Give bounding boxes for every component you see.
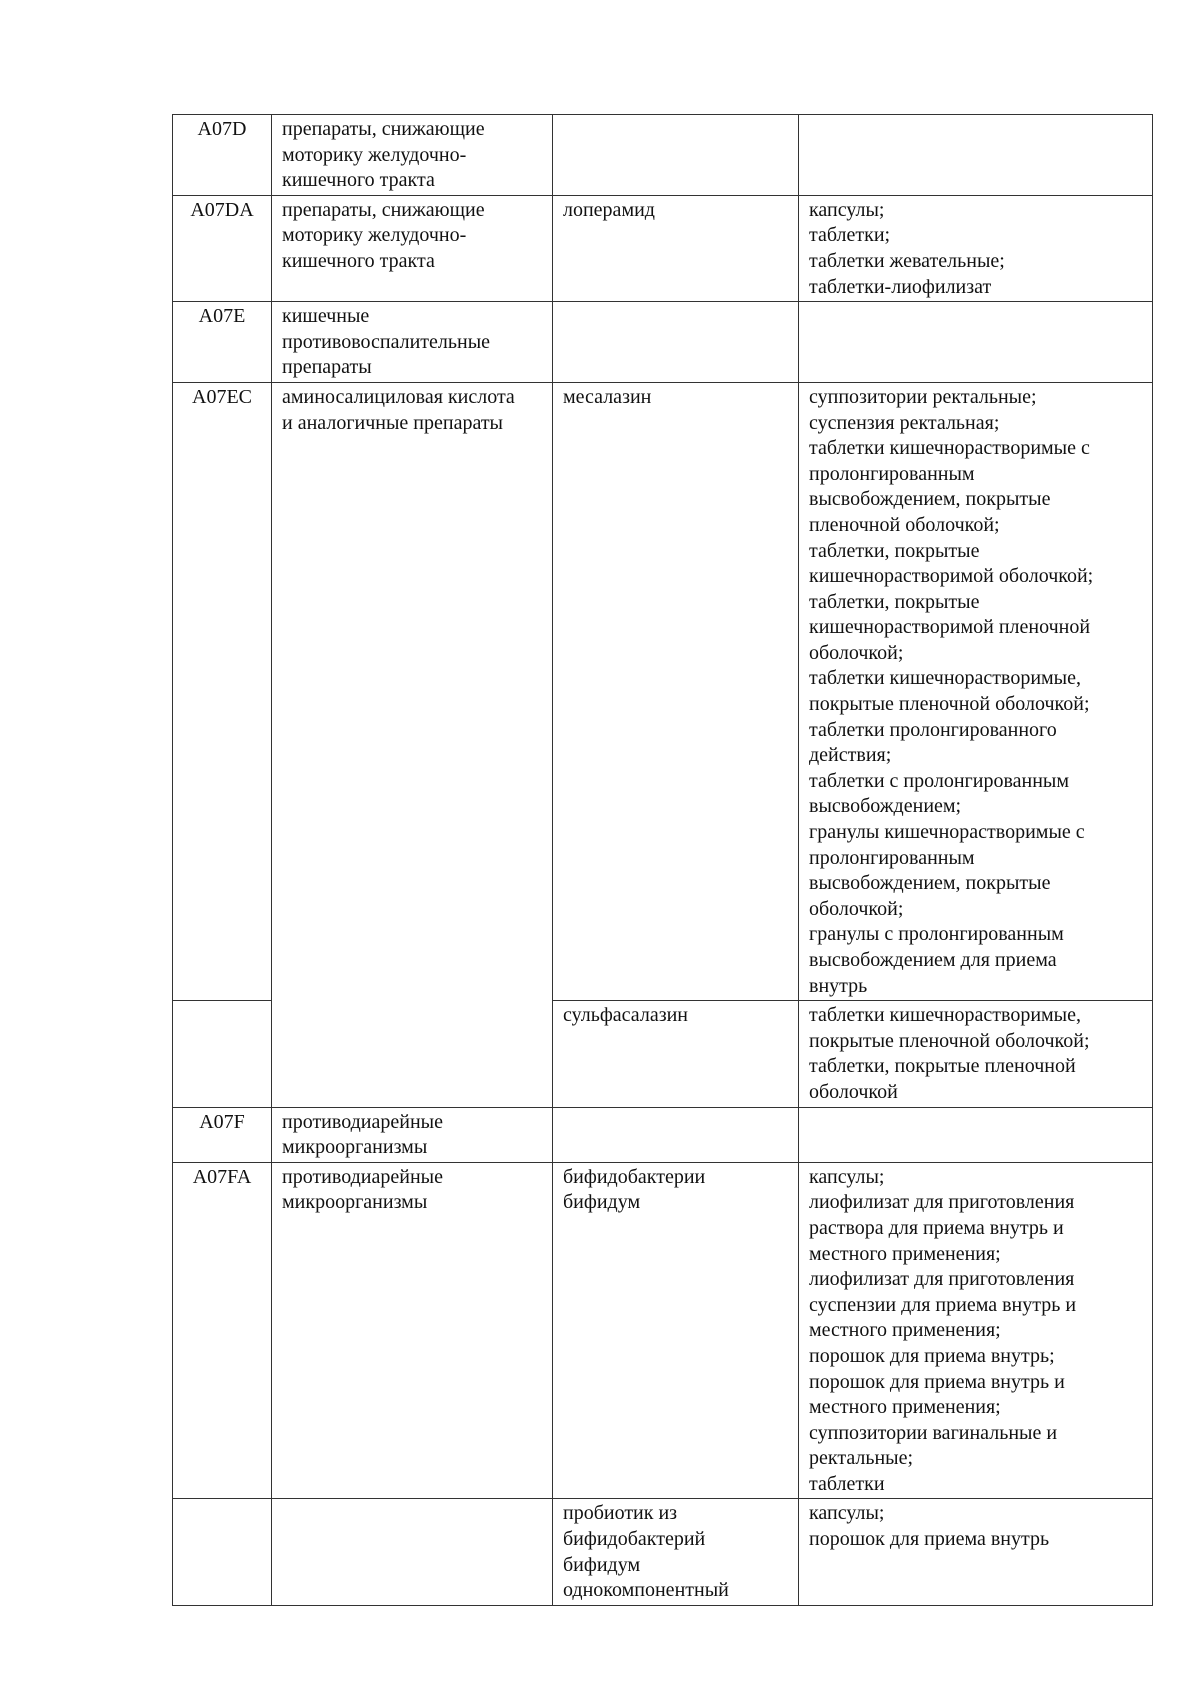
medicinal-substance: лоперамид xyxy=(553,195,799,301)
anatomical-therapeutic-group: препараты, снижающие моторику желудочно- кишечного тракта xyxy=(272,115,553,196)
table-row xyxy=(173,382,1153,1000)
dosage-forms: капсулы; таблетки; таблетки жевательные; таблетки-лиофилизат xyxy=(799,195,1153,301)
atc-code: A07DA xyxy=(173,195,272,301)
drug-classification-table xyxy=(172,114,1153,1606)
atc-code: A07D xyxy=(173,115,272,196)
dosage-forms xyxy=(799,302,1153,383)
atc-code: A07E xyxy=(173,302,272,383)
table-row xyxy=(173,1162,1153,1499)
dosage-forms xyxy=(799,1107,1153,1162)
table-row xyxy=(173,195,1153,301)
dosage-forms: суппозитории ректальные; суспензия ректальная; таблетки кишечнорастворимые с пролонгированным высвобождением, покрытые пленочной оболочкой; таблетки, покрытые кишечнорастворимой оболочкой; таблетки, покрытые кишечнорастворимой пленочной оболочкой; таблетки кишечнорастворимые, покрытые пленочной оболочкой; таблетки пролонгированного действия; таблетки с пролонгированным высвобождением; гранулы кишечнорастворимые с пролонгированным высвобождением, покрытые оболочкой; гранулы с пролонгированным высвобождением для приема внутрь xyxy=(799,382,1153,1000)
atc-code: A07EC xyxy=(173,382,272,1000)
atc-code: A07FA xyxy=(173,1162,272,1499)
atc-code xyxy=(173,1499,272,1605)
dosage-forms xyxy=(799,115,1153,196)
table-row xyxy=(173,1499,1153,1605)
medicinal-substance: пробиотик из бифидобактерий бифидум однокомпонентный xyxy=(553,1499,799,1605)
medicinal-substance xyxy=(553,115,799,196)
medicinal-substance: сульфасалазин xyxy=(553,1001,799,1107)
atc-code xyxy=(173,1001,272,1107)
dosage-forms: капсулы; лиофилизат для приготовления раствора для приема внутрь и местного применения; лиофилизат для приготовления суспензии для приема внутрь и местного применения; порошок для приема внутрь; порошок для приема внутрь и местного применения; суппозитории вагинальные и ректальные; таблетки xyxy=(799,1162,1153,1499)
anatomical-therapeutic-group: противодиарейные микроорганизмы xyxy=(272,1107,553,1162)
dosage-forms: таблетки кишечнорастворимые, покрытые пленочной оболочкой; таблетки, покрытые пленочной оболочкой xyxy=(799,1001,1153,1107)
anatomical-therapeutic-group: препараты, снижающие моторику желудочно- кишечного тракта xyxy=(272,195,553,301)
atc-code: A07F xyxy=(173,1107,272,1162)
table-row xyxy=(173,302,1153,383)
medicinal-substance xyxy=(553,302,799,383)
medicinal-substance: месалазин xyxy=(553,382,799,1000)
anatomical-therapeutic-group: противодиарейные микроорганизмы xyxy=(272,1162,553,1499)
table-row xyxy=(173,1107,1153,1162)
medicinal-substance: бифидобактерии бифидум xyxy=(553,1162,799,1499)
table-row xyxy=(173,115,1153,196)
anatomical-therapeutic-group xyxy=(272,1499,553,1605)
dosage-forms: капсулы; порошок для приема внутрь xyxy=(799,1499,1153,1605)
anatomical-therapeutic-group: аминосалициловая кислота и аналогичные препараты xyxy=(272,382,553,1107)
medicinal-substance xyxy=(553,1107,799,1162)
anatomical-therapeutic-group: кишечные противовоспалительные препараты xyxy=(272,302,553,383)
